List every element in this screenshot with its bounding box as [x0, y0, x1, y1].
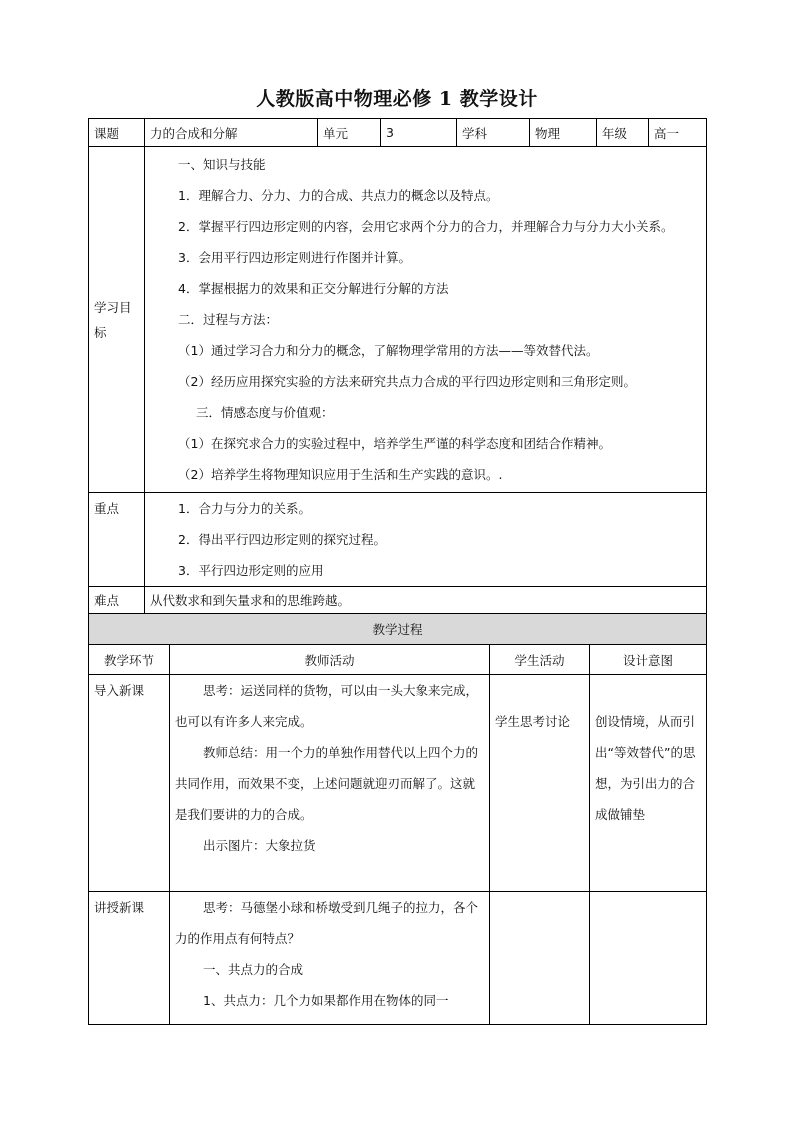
key-point-line: 3．平行四边形定则的应用 [178, 563, 324, 578]
subject-value: 物理 [530, 119, 597, 147]
design-intent-cell [590, 675, 707, 892]
objective-line: 1．理解合力、分力、力的合成、共点力的概念以及特点。 [178, 188, 499, 203]
teacher-line: 思考：马德堡小球和桥墩受到几绳子的拉力，各个力的作用点有何特点？ [175, 900, 479, 946]
col-header-stage: 教学环节 [89, 645, 170, 675]
key-points-row [89, 493, 707, 587]
stage-cell: 讲授新课 [89, 892, 170, 1025]
process-heading-row [89, 614, 707, 645]
teacher-line: 一、共点力的合成 [203, 962, 304, 977]
objective-line: 3．会用平行四边形定则进行作图并计算。 [178, 250, 411, 265]
key-points-content [145, 493, 707, 587]
design-intent-cell [590, 892, 707, 1025]
key-points-label: 重点 [89, 493, 145, 587]
col-header-intent: 设计意图 [590, 645, 707, 675]
grade-label: 年级 [597, 119, 649, 147]
col-header-teacher: 教师活动 [170, 645, 490, 675]
info-table [88, 118, 707, 614]
objective-line: （1）通过学习合力和分力的概念，了解物理学常用的方法——等效替代法。 [178, 343, 599, 358]
objective-line: 二．过程与方法： [178, 312, 279, 327]
difficulty-text: 从代数求和到矢量求和的思维跨越。 [145, 587, 707, 614]
subject-label: 学科 [457, 119, 530, 147]
objective-line: 2．掌握平行四边形定则的内容，会用它求两个分力的合力，并理解合力与分力大小关系。 [178, 219, 674, 234]
table-row [89, 892, 707, 1025]
intent-line: 创设情境，从而引出“等效替代”的思想，为引出力的合成做铺垫 [595, 714, 696, 822]
objectives-label: 学习目标 [89, 147, 145, 493]
process-heading: 教学过程 [89, 614, 707, 645]
info-row [89, 119, 707, 147]
stage-cell: 导入新课 [89, 675, 170, 892]
teacher-line: 出示图片：大象拉货 [203, 838, 316, 853]
student-activity-cell [490, 892, 590, 1025]
objective-line: 4．掌握根据力的效果和正交分解进行分解的方法 [178, 281, 449, 296]
process-table [88, 614, 707, 1025]
key-point-line: 1．合力与分力的关系。 [178, 501, 311, 516]
objective-line: 三．情感态度与价值观： [196, 405, 334, 420]
objective-line: （2）经历应用探究实验的方法来研究共点力合成的平行四边形定则和三角形定则。 [178, 374, 636, 389]
grade-value: 高一 [649, 119, 707, 147]
key-point-line: 2．得出平行四边形定则的探究过程。 [178, 532, 386, 547]
objective-line: （2）培养学生将物理知识应用于生活和生产实践的意识。. [178, 467, 503, 482]
student-activity-cell [490, 675, 590, 892]
student-line: 学生思考讨论 [495, 714, 571, 729]
teacher-line: 1、共点力：几个力如果都作用在物体的同一 [203, 993, 449, 1008]
difficulty-row [89, 587, 707, 614]
objective-line: （1）在探究求合力的实验过程中，培养学生严谨的科学态度和团结合作精神。 [178, 436, 611, 451]
objectives-row [89, 147, 707, 493]
lesson-plan-document [88, 118, 706, 1025]
difficulty-label: 难点 [89, 587, 145, 614]
topic-value: 力的合成和分解 [145, 119, 318, 147]
page-title: 人教版高中物理必修 1 教学设计 [256, 88, 538, 110]
teacher-activity-cell [170, 892, 490, 1025]
process-header-row [89, 645, 707, 675]
teacher-line: 思考：运送同样的货物，可以由一头大象来完成，也可以有许多人来完成。 [175, 683, 479, 729]
unit-value: 3 [381, 119, 457, 147]
table-row [89, 675, 707, 892]
teacher-activity-cell [170, 675, 490, 892]
col-header-student: 学生活动 [490, 645, 590, 675]
teacher-line: 教师总结：用一个力的单独作用替代以上四个力的共同作用，而效果不变，上述问题就迎刃而解了。这就是我们要讲的力的合成。 [175, 745, 479, 822]
objectives-content [145, 147, 707, 493]
objective-line: 一、知识与技能 [178, 157, 266, 172]
topic-label: 课题 [89, 119, 145, 147]
unit-label: 单元 [318, 119, 381, 147]
